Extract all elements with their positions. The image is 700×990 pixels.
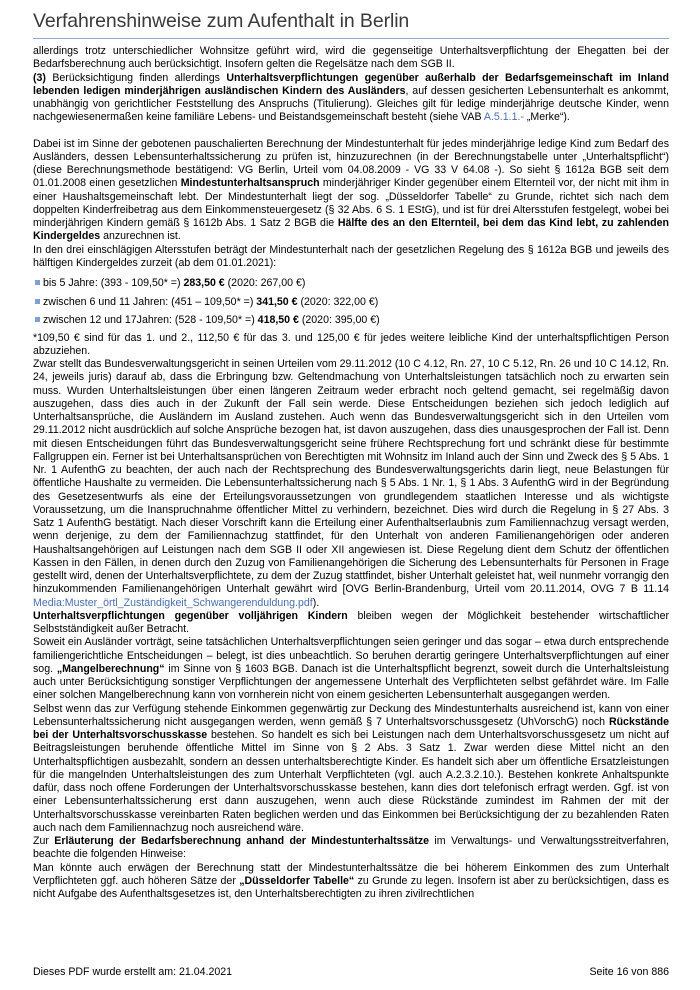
list-item: zwischen 12 und 17Jahren: (528 - 109,50* =) 418,50 € (2020: 395,00 €) xyxy=(33,311,669,330)
age-bracket-list xyxy=(33,274,669,330)
page-title: Verfahrenshinweise zum Aufenthalt in Berlin xyxy=(33,10,410,32)
paragraph: Selbst wenn das zur Verfügung stehende Einkommen gegenwärtig zur Deckung des Mindestunterhalts ausreichend ist, kann von einer Lebensunterhaltssicherung nicht ausgegangen werden, wenn gemäß § 7 Unterhaltsvorschussgesetz (UhVorschG) noch Rückstände bei der Unterhaltsvorschusskasse bestehen. So handelt es sich bei Leistungen nach dem Unterhaltsvorschussgesetz um nicht auf Beitragsleistungen beruhende öffentliche Mittel im Sinne von § 2 Abs. 3 Satz 1. Zwar werden diese Mittel nicht an den Unterhaltspflichtigen ausbezahlt, sondern an dessen unterhaltsberechtigte Kinder. Es handelt sich aber um öffentliche Ersatzleistungen für die mangelnden Unterhaltsleistungen des zum Unterhalt Verpflichteten (vgl. auch A.2.3.2.10.). Bestehen konkrete Anhaltspunkte dafür, dass noch offene Forderungen der Unterhaltsvorschusskasse bestehen, kann dies dort telefonisch erfragt werden. Ggf. ist von einer Lebensunterhaltssicherung erst dann auszugehen, wenn auch diese Rückstände zumindest im Rahmen der mit der Unterhaltsvorschusskasse vereinbarten Raten beglichen werden und das Einkommen bei Berücksichtigung der zu bezahlenden Raten auch nach dem Familiennachzug noch ausreichend wäre. xyxy=(33,702,669,834)
document-body xyxy=(33,45,669,901)
spacer xyxy=(33,125,669,138)
paragraph: Soweit ein Ausländer vorträgt, seine tatsächlichen Unterhaltsverpflichtungen seien geringer und das sogar – etwa durch entsprechende familiengerichtliche Entscheidungen – belegt, ist dies unbeachtlich. So beruhen derartig geringere Unterhaltsverpflichtungen auf einer sog. „Mangelberechnung“ im Sinne von § 1603 BGB. Danach ist die Unterhaltspflicht begrenzt, soweit durch die Unterhaltsleistung auch unter Berücksichtigung sonstiger Verpflichtungen der angemessene Unterhalt des Verpflichteten selbst gefährdet wäre. Im Falle einer solchen Mangelberechnung kann von vornherein nicht von einem gesicherten Lebensunterhalt ausgegangen werden. xyxy=(33,636,670,702)
paragraph: Zwar stellt das Bundesverwaltungsgericht in seinen Urteilen vom 29.11.2012 (10 C 4.12, Rn. 27, 10 C 5.12, Rn. 26 und 10 C 14.12, Rn. 24, jeweils juris) darauf ab, dass die Erbringung bzw. Geltendmachung von Unterhaltsleistungen tatsächlich noch zu erwarten sein muss. Wurden Unterhaltsleistungen über einen längeren Zeitraum weder erbracht noch geltend gemacht, sei regelmäßig davon auszugehen, dass dies auch in der Zukunft der Fall sein werde. Diese Entscheidungen beziehen sich jedoch lediglich auf Unterhaltsansprüche, die Ausländern im Ausland zustehen. Auch wenn das Bundesverwaltungsgericht sich in den Urteilen vom 29.11.2012 nicht ausdrücklich auf solche Ansprüche bezogen hat, ist davon auszugehen, dass dies unausgesprochen der Fall ist. Denn mit diesen Entscheidungen führt das Bundesverwaltungsgericht seine frühere Rechtsprechung fort und schränkt diese für bestimmte Fallgruppen ein. Ferner ist bei Unterhaltsansprüchen von Berechtigten mit Wohnsitz im Inland auch der Sinn und Zweck des § 5 Abs. 1 Nr. 1 AufenthG zu beachten, der auch nach der Rechtsprechung des Bundesverwaltungsgerichts darin liegt, neue Belastungen für öffentliche Haushalte zu vermeiden. Die Lebensunterhaltssicherung nach § 5 Abs. 1 Nr. 1, § 1 Abs. 3 AufenthG wird in der Begründung des Gesetzesentwurfs als eine der Erteilungsvoraussetzungen von grundlegendem staatlichen Interesse und als wichtigste Voraussetzung, um die Inanspruchnahme öffentlicher Mittel zu verhindern, bezeichnet. Dies wird durch die Regelung in § 27 Abs. 3 Satz 1 AufenthG bestätigt. Nach dieser Vorschrift kann die Erteilung einer Aufenthaltserlaubnis zum Familiennachzug versagt werden, wenn derjenige, zu dem der Familiennachzug stattfindet, für den Unterhalt von anderen Familienangehörigen oder anderen Haushaltsangehörigen auf Leistungen nach dem SGB II oder XII angewiesen ist. Diese Regelung dient dem Schutz der öffentlichen Kassen in den Fällen, in denen durch den Zuzug von Familienangehörigen die Sicherung des Lebensunterhalts für Personen in Frage gestellt wird, denen der Unterhaltsverpflichtete, zu dem der Zuzug stattfindet, bisher Unterhalt geleistet hat, weil nunmehr vorrangig den hinzukommenden Familienangehörigen Unterhalt gewährt wird [OVG Berlin-Brandenburg, Urteil vom 20.11.2014, OVG 7 B 11.14 Media:Muster_örtl_Zuständigkeit_Schwangerenduldung.pdf). xyxy=(33,358,669,609)
created-date: Dieses PDF wurde erstellt am: 21.04.2021 xyxy=(33,966,233,978)
square-bullet-icon xyxy=(35,280,40,285)
footnote: *109,50 € sind für das 1. und 2., 112,50 € für das 3. und 125,00 € für jedes weitere leibliche Kind der unterhaltspflichtigen Person abzuziehen. xyxy=(33,331,669,357)
paragraph: Unterhaltsverpflichtungen gegenüber volljährigen Kindern bleiben wegen der Möglichkeit bestehender wirtschaftlicher Selbstständigkeit außer Betracht. xyxy=(33,609,669,635)
list-item: zwischen 6 und 11 Jahren: (451 – 109,50* =) 341,50 € (2020: 322,00 €) xyxy=(33,293,669,312)
paragraph: In den drei einschlägigen Altersstufen beträgt der Mindestunterhalt nach der gesetzlichen Regelung des § 1612a BGB und jeweils des hälftigen Kindergeldes zurzeit (ab dem 01.01.2021): xyxy=(33,243,669,269)
page-number: Seite 16 von 886 xyxy=(589,966,669,978)
list-item: bis 5 Jahre: (393 - 109,50* =) 283,50 € (2020: 267,00 €) xyxy=(33,274,669,293)
vab-link[interactable]: A.5.1.1.- xyxy=(483,111,527,124)
paragraph: (3) Berücksichtigung finden allerdings Unterhaltsverpflichtungen gegenüber außerhalb der Bedarfsgemeinschaft im Inland lebenden ledigen minderjährigen ausländischen Kindern des Ausländers, auf dessen gesicherten Lebensunterhalt es ankommt, unabhängig von gerichtlicher Feststellung des Anspruchs (Titulierung). Gleiches gilt für ledige minderjährige deutsche Kinder, wenn nachgewiesenermaßen keine familiäre Lebens- und Beistandsgemeinschaft besteht (siehe VAB A.5.1.1.- „Merke“). xyxy=(33,71,669,124)
paragraph: Man könnte auch erwägen der Berechnung statt der Mindestunterhaltssätze die bei höherem Einkommen des zum Unterhalt Verpflichteten ggf. auch höheren Sätze der „Düsseldorfer Tabelle“ zu Grunde zu legen. Insofern ist aber zu berücksichtigen, dass es nicht Aufgabe des Aufenthaltsgesetzes ist, den Unterhaltsberechtigten zu ihren zivilrechtlichen xyxy=(33,861,669,900)
paragraph: Zur Erläuterung der Bedarfsberechnung anhand der Mindestunterhaltssätze im Verwaltungs- und Verwaltungsstreitverfahren, beachte die folgenden Hinweise: xyxy=(33,835,669,861)
page-footer xyxy=(33,966,669,978)
square-bullet-icon xyxy=(35,317,40,322)
media-link[interactable]: Media:Muster_örtl_Zuständigkeit_Schwangerenduldung.pdf xyxy=(33,596,313,609)
paragraph: allerdings trotz unterschiedlicher Wohnsitze geführt wird, wird die gegenseitige Unterhaltsverpflichtung der Ehegatten bei der Bedarfsberechnung auch berücksichtigt. Insofern gelten die Regelsätze nach dem SGB II. xyxy=(33,45,669,71)
page-header xyxy=(33,10,669,39)
square-bullet-icon xyxy=(35,299,40,304)
paragraph: Dabei ist im Sinne der gebotenen pauschalierten Berechnung der Mindestunterhalt für jedes minderjährige ledige Kind zum Bedarf des Ausländers, dessen Lebensunterhaltssicherung zu prüfen ist, hinzuzurechnen (in der Berechnungstabelle unter „Unterhaltspflicht“) (diese Berechnungsmethode bestätigend: VG Berlin, Urteil vom 04.08.2009 - VG 33 V 64.08 -). So sieht § 1612a BGB seit dem 01.01.2008 einen gesetzlichen Mindestunterhaltsanspruch minderjähriger Kinder gegenüber einem Elternteil vor, der nicht mit ihm in einer Haushaltsgemeinschaft lebt. Der Mindestunterhalt liegt der sog. „Düsseldorfer Tabelle“ zu Grunde, richtet sich nach dem doppelten Kinderfreibetrag aus dem Einkommensteuergesetz (§ 32 Abs. 6 S. 1 EStG), und ist für drei Altersstufen festgelegt, wobei bei minderjährigen Kindern gemäß § 1612b Abs. 1 Satz 2 BGB die Hälfte des an den Elternteil, bei dem das Kind lebt, zu zahlenden Kindergeldes anzurechnen ist. xyxy=(33,137,669,243)
paragraph-number: (3) xyxy=(33,71,46,84)
